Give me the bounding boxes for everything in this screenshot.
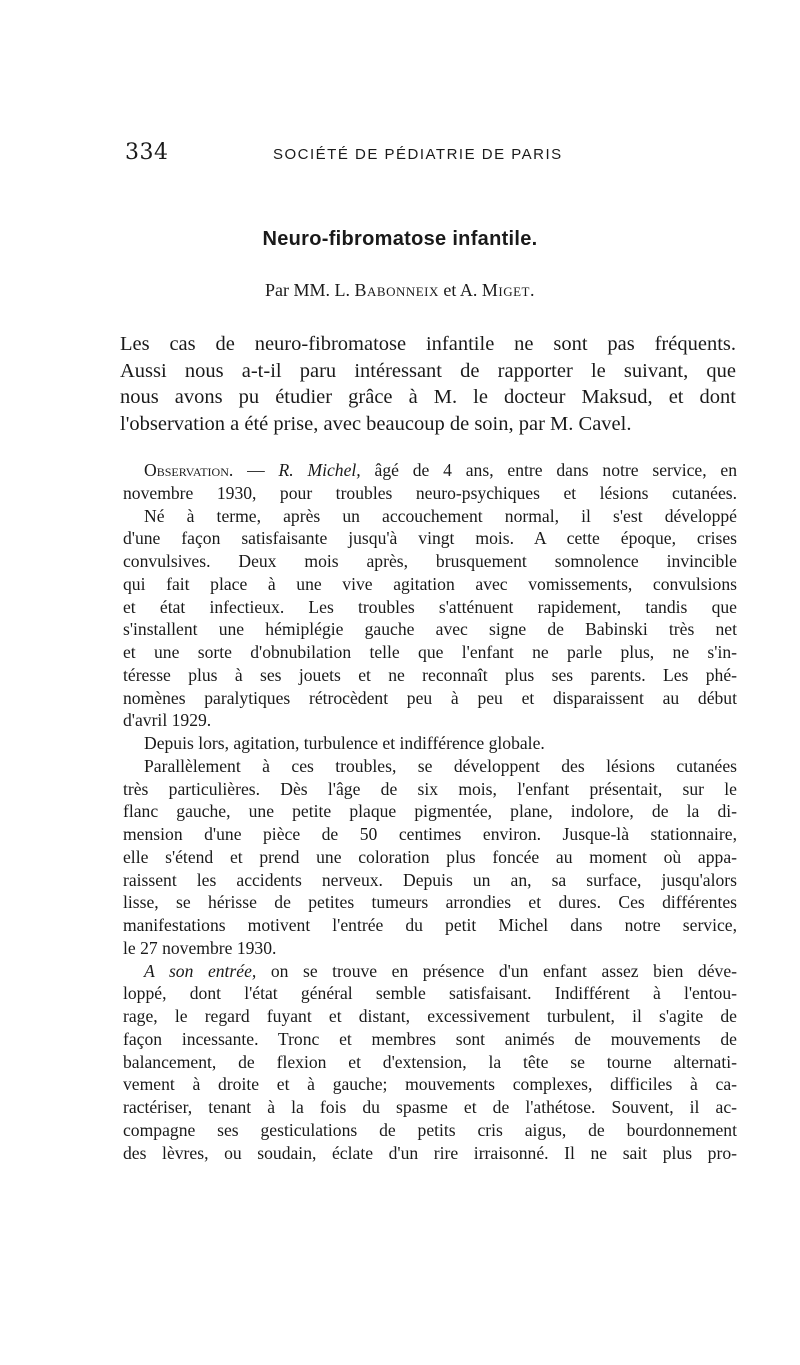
byline-prefix: Par MM. L. [265, 280, 350, 300]
body-line: loppé, dont l'état général semble satisfaisant. Indifférent à l'entou- [123, 983, 737, 1004]
article-byline [0, 280, 800, 301]
page-header [125, 140, 735, 174]
body-text: âgé de 4 ans, entre dans notre service, en [360, 460, 738, 480]
body-line: novembre 1930, pour troubles neuro-psychiques et lésions cutanées. [123, 482, 737, 503]
observation-paragraph [123, 459, 737, 732]
article-body [123, 459, 737, 1164]
body-line: ractériser, tenant à la fois du spasme et de l'athétose. Souvent, il ac- [123, 1097, 737, 1117]
article-title: Neuro-fibromatose infantile. [262, 228, 538, 250]
intro-line: nous avons pu étudier grâce à M. le docteur Maksud, et dont [120, 386, 736, 408]
body-line: flanc gauche, une petite plaque pigmentée, plane, indolore, de la di- [123, 801, 737, 822]
body-line: le 27 novembre 1930. [123, 937, 277, 958]
body-line: mension d'une pièce de 50 centimes environ. Jusque-là stationnaire, [123, 824, 737, 844]
body-text: on se trouve en présence d'un enfant assez bien déve- [256, 960, 738, 981]
body-line: des lèvres, ou soudain, éclate d'un rire irraisonné. Il ne sait plus pro- [123, 1142, 737, 1163]
body-line: d'une façon satisfaisante jusqu'à vingt mois. A cette époque, crises [123, 528, 737, 549]
observation-dash: — [233, 460, 279, 480]
intro-line: Les cas de neuro-fibromatose infantile ne sont pas fréquents. [120, 333, 736, 355]
observation-label: Observation. [144, 460, 234, 480]
body-line: balancement, de flexion et d'extension, la tête se tourne alternati- [123, 1051, 737, 1072]
body-line: qui fait place à une vive agitation avec vomissements, convulsions [123, 573, 737, 594]
byline-middle: et A. [443, 280, 478, 300]
author-babonneix: Babonneix [354, 280, 439, 300]
body-line: rage, le regard fuyant et distant, excessivement turbulent, il s'agite de [123, 1006, 737, 1026]
patient-name: R. Michel, [278, 460, 361, 480]
intro-line: l'observation a été prise, avec beaucoup de soin, par M. Cavel. [120, 412, 632, 435]
body-line [123, 960, 737, 983]
body-line: nomènes paralytiques rétrocèdent peu à peu et disparaissent au début [123, 687, 737, 708]
body-line: convulsives. Deux mois après, brusquement somnolence invincible [123, 551, 737, 571]
running-head: SOCIÉTÉ DE PÉDIATRIE DE PARIS [273, 146, 563, 163]
body-line: d'avril 1929. [123, 710, 212, 731]
body-line: elle s'étend et prend une coloration plus foncée au moment où appa- [123, 846, 737, 867]
body-line [123, 459, 737, 482]
paragraph-2 [123, 732, 737, 755]
paragraph-3 [123, 755, 737, 960]
body-line: raissent les accidents nerveux. Depuis un an, sa surface, jusqu'alors [123, 869, 737, 890]
paragraph-4 [123, 960, 737, 1165]
author-miget: Miget. [481, 280, 535, 300]
body-line: Né à terme, après un accouchement normal, il s'est développé [144, 505, 737, 526]
body-line: lisse, se hérisse de petites tumeurs arrondies et dures. Ces différentes [123, 892, 737, 913]
body-line: Depuis lors, agitation, turbulence et indifférence globale. [144, 733, 545, 753]
body-line: compagne ses gesticulations de petits cris aigus, de bourdonnement [123, 1119, 737, 1140]
body-line: vement à droite et à gauche; mouvements complexes, difficiles à ca- [123, 1074, 737, 1095]
intro-paragraph [120, 331, 736, 437]
body-line: s'installent une hémiplégie gauche avec signe de Babinski très net [123, 619, 737, 640]
body-line: manifestations motivent l'entrée du petit Michel dans notre service, [123, 915, 737, 935]
intro-line: Aussi nous a-t-il paru intéressant de rapporter le suivant, que [120, 359, 736, 382]
body-line: téresse plus à ses jouets et ne reconnaît plus ses parents. Les phé- [123, 664, 737, 685]
body-line: façon incessante. Tronc et membres sont animés de mouvements de [123, 1028, 737, 1049]
body-line: très particulières. Dès l'âge de six mois, l'enfant présentait, sur le [123, 778, 737, 799]
page-number: 334 [125, 140, 169, 165]
body-line: et une sorte d'obnubilation telle que l'enfant ne parle plus, ne s'in- [123, 642, 737, 662]
body-line: Parallèlement à ces troubles, se développent des lésions cutanées [144, 755, 737, 776]
body-line: et état infectieux. Les troubles s'atténuent rapidement, tandis que [123, 596, 737, 617]
paragraph-lead: A son entrée, [144, 960, 257, 981]
